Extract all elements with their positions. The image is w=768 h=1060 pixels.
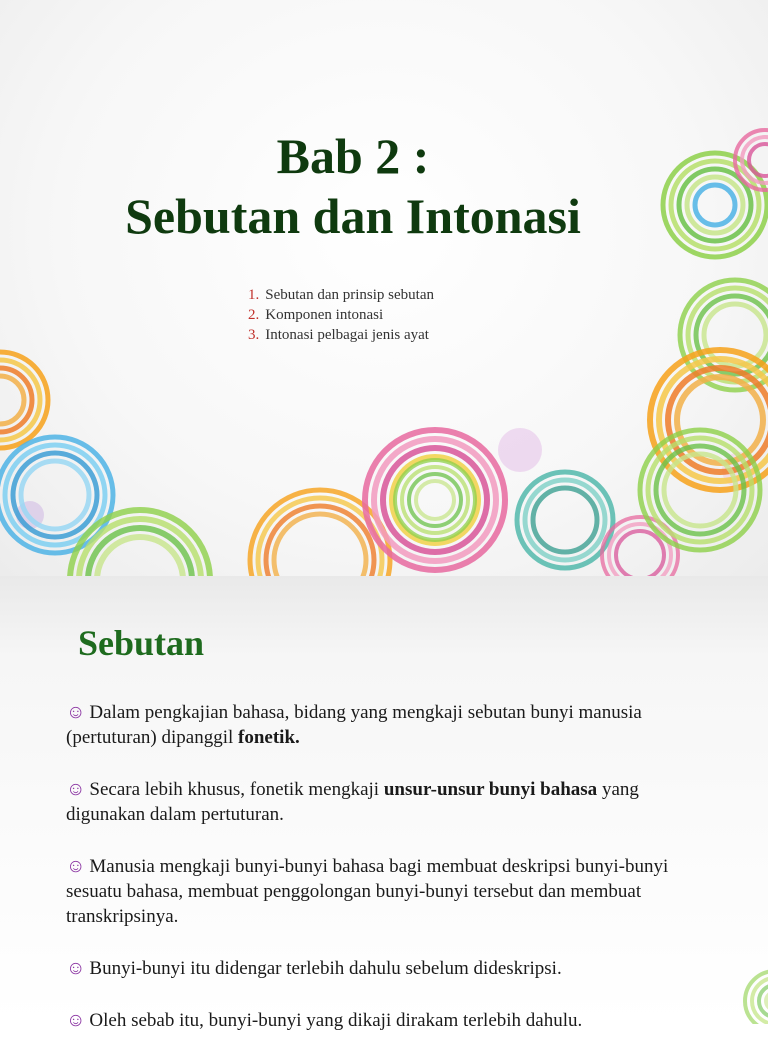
paragraph-bold-text: unsur-unsur bunyi bahasa: [383, 779, 598, 800]
topic-item: [248, 305, 434, 325]
topic-number: 2.: [248, 307, 260, 323]
decorative-ring: [745, 971, 768, 1024]
topic-list: [248, 285, 434, 345]
title-line-1: Bab 2 :: [276, 128, 430, 184]
smiley-icon: ☺: [66, 958, 86, 979]
paragraph: [66, 1008, 706, 1033]
topic-number: 3.: [248, 327, 260, 343]
paragraph: [66, 956, 706, 981]
paragraph-text: Bunyi-bunyi itu didengar terlebih dahulu sebelum dideskripsi.: [89, 958, 562, 979]
topic-item: [248, 285, 434, 305]
decorative-ring: [365, 430, 505, 570]
decorative-ring: [0, 352, 48, 448]
topic-text: Sebutan dan prinsip sebutan: [265, 287, 434, 303]
paragraph: [66, 700, 706, 750]
decorative-ring: [395, 460, 475, 540]
paragraph-text: Dalam pengkajian bahasa, bidang yang mengkaji sebutan bunyi manusia (pertuturan) dipanggil: [66, 702, 642, 748]
slide-body: [66, 700, 706, 1060]
decorative-ring: [250, 490, 390, 576]
paragraph-text: Secara lebih khusus, fonetik mengkaji: [89, 779, 384, 800]
smiley-icon: ☺: [66, 779, 86, 800]
smiley-icon: ☺: [66, 702, 86, 723]
topic-text: Komponen intonasi: [265, 307, 384, 323]
paragraph-text: yang digunakan dalam pertuturan.: [66, 779, 639, 825]
paragraph-bold-text: fonetik.: [238, 727, 300, 748]
paragraph-text: Oleh sebab itu, bunyi-bunyi yang dikaji dirakam terlebih dahulu.: [89, 1010, 583, 1031]
slide-title: [0, 126, 706, 246]
topic-item: [248, 325, 434, 345]
title-line-2: Sebutan dan Intonasi: [125, 188, 581, 244]
decorative-ring: [602, 517, 678, 576]
paragraph: [66, 854, 706, 929]
paragraph: [66, 777, 706, 827]
paragraph-text: Manusia mengkaji bunyi-bunyi bahasa bagi membuat deskripsi bunyi-bunyi sesuatu bahasa, membuat penggolongan bunyi-bunyi tersebut dan membuat transkripsinya.: [66, 856, 669, 927]
section-heading: Sebutan: [78, 623, 205, 663]
topic-number: 1.: [248, 287, 260, 303]
decorative-dot: [498, 428, 542, 472]
topic-text: Intonasi pelbagai jenis ayat: [265, 327, 429, 343]
smiley-icon: ☺: [66, 1010, 86, 1031]
smiley-icon: ☺: [66, 856, 86, 877]
decorative-ring: [517, 472, 613, 568]
